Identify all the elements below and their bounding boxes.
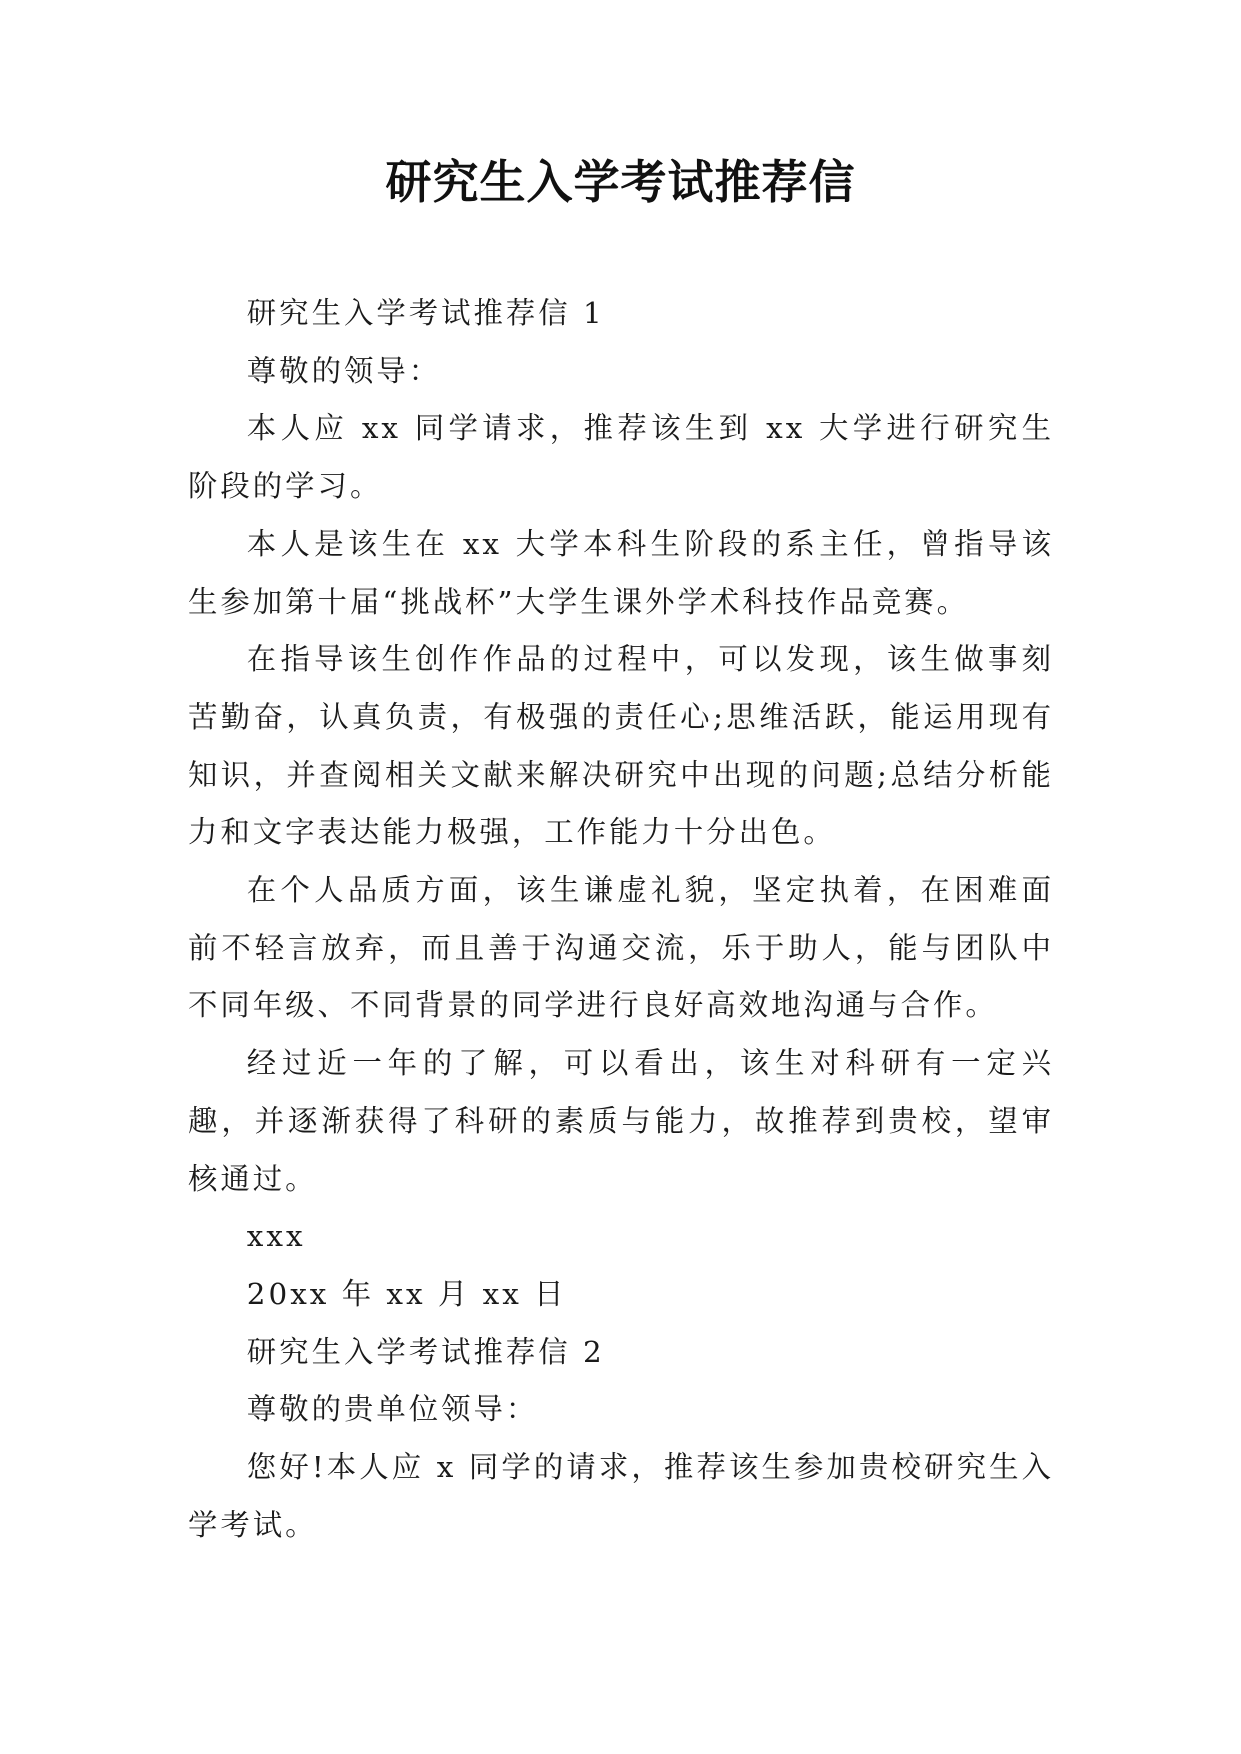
signature: xxx — [246, 1219, 306, 1254]
paragraph-conclusion: 经过近一年的了解，可以看出，该生对科研有一定兴趣，并逐渐获得了科研的素质与能力，故推荐到贵校，望审核通过。 — [188, 1046, 1054, 1196]
document-title: 研究生入学考试推荐信 — [385, 155, 856, 209]
paragraph-relationship: 本人是该生在 xx 大学本科生阶段的系主任，曾指导该生参加第十届“挑战杯”大学生课外学术科技作品竞赛。 — [188, 526, 1054, 619]
date-line: 20xx 年 xx 月 xx 日 — [246, 1276, 567, 1311]
salutation-1: 尊敬的领导： — [246, 353, 442, 388]
document-body — [188, 285, 1054, 1554]
paragraph-ability: 在指导该生创作作品的过程中，可以发现，该生做事刻苦勤奋，认真负责，有极强的责任心;思维活跃，能运用现有知识，并查阅相关文献来解决研究中出现的问题;总结分析能力和文字表达能力极强，工作能力十分出色。 — [188, 642, 1054, 850]
section-heading-1: 研究生入学考试推荐信 1 — [246, 296, 605, 330]
paragraph-character: 在个人品质方面，该生谦虚礼貌，坚定执着，在困难面前不轻言放弃，而且善于沟通交流，乐于助人，能与团队中不同年级、不同背景的同学进行良好高效地沟通与合作。 — [188, 873, 1054, 1023]
paragraph-greeting: 您好!本人应 x 同学的请求，推荐该生参加贵校研究生入学考试。 — [188, 1450, 1054, 1542]
salutation-2: 尊敬的贵单位领导： — [246, 1392, 539, 1427]
section-heading-2: 研究生入学考试推荐信 2 — [246, 1334, 605, 1369]
paragraph-request: 本人应 xx 同学请求，推荐该生到 xx 大学进行研究生阶段的学习。 — [188, 411, 1054, 504]
